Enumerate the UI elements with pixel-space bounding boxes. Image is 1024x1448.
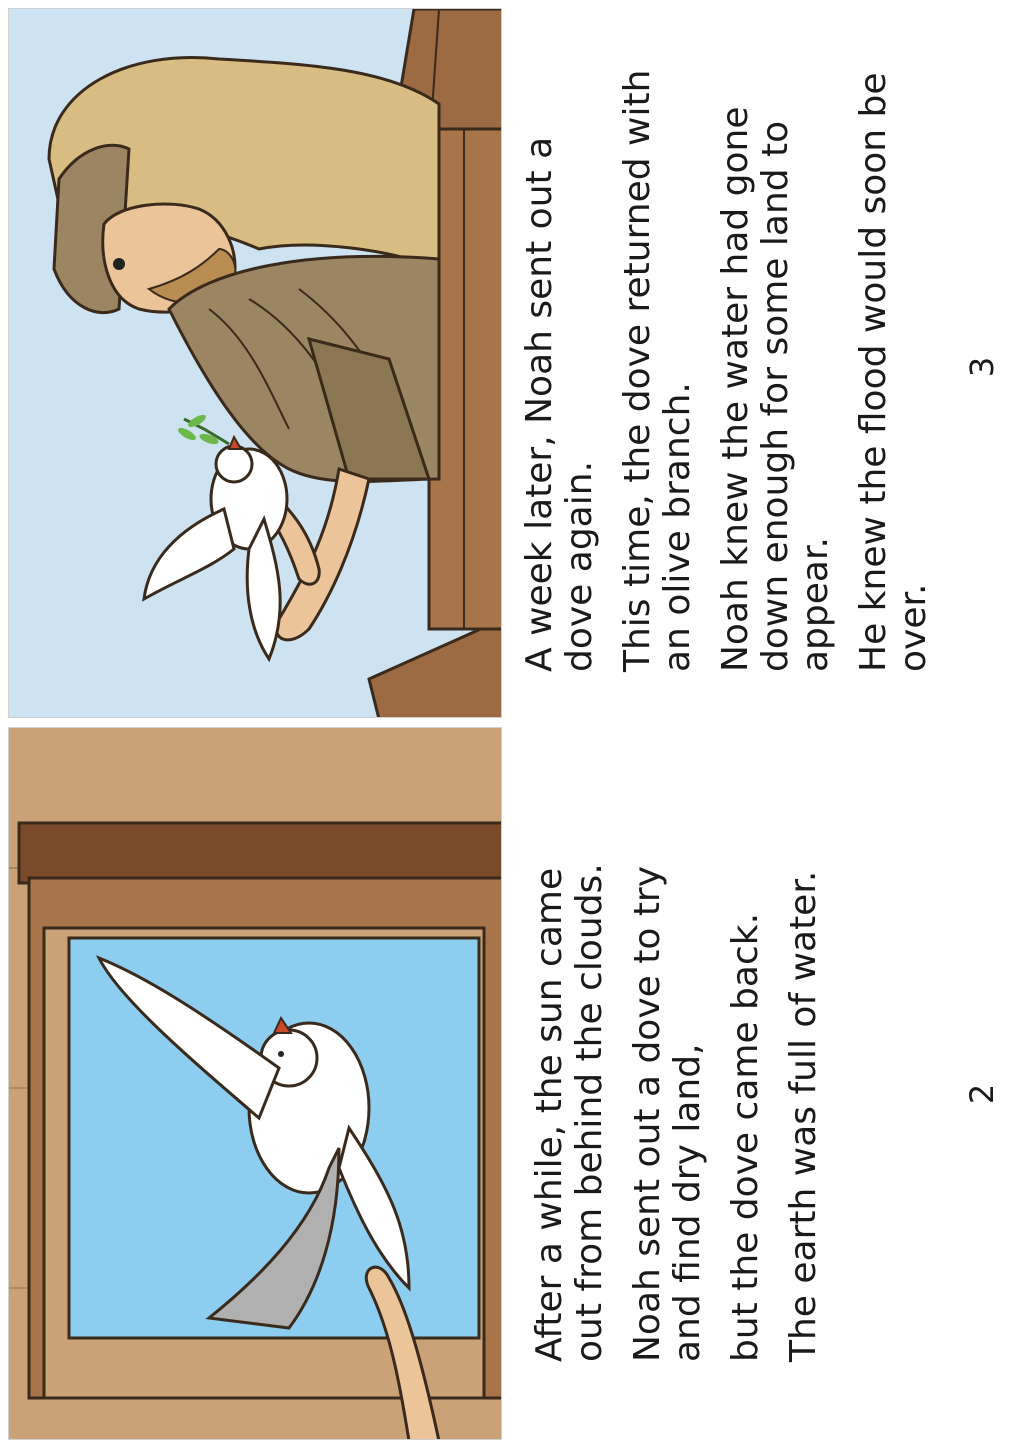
paragraph-2: This time, the dove returned with an olive branch. xyxy=(617,69,698,672)
illustration-noah-dove-olive xyxy=(8,8,502,718)
illustration-ark-window-dove xyxy=(8,727,502,1440)
paragraph-1: A week later, Noah sent out a dove again. xyxy=(519,136,600,672)
paragraph-4: The earth was full of water. xyxy=(783,870,824,1362)
page-number: 2 xyxy=(963,1083,1002,1105)
page-2-text xyxy=(530,822,842,1362)
page-3-text xyxy=(520,52,952,672)
paragraph-3: but the dove came back. xyxy=(725,912,766,1362)
paragraph-2: Noah sent out a dove to try and find dry land, xyxy=(627,865,708,1362)
paragraph-1: After a while, the sun came out from behind the clouds. xyxy=(529,863,610,1362)
paragraph-4: He knew the flood would soon be over. xyxy=(853,72,934,672)
paragraph-3: Noah knew the water had gone down enough for some land to appear. xyxy=(715,106,836,672)
page-number: 3 xyxy=(963,356,1002,378)
